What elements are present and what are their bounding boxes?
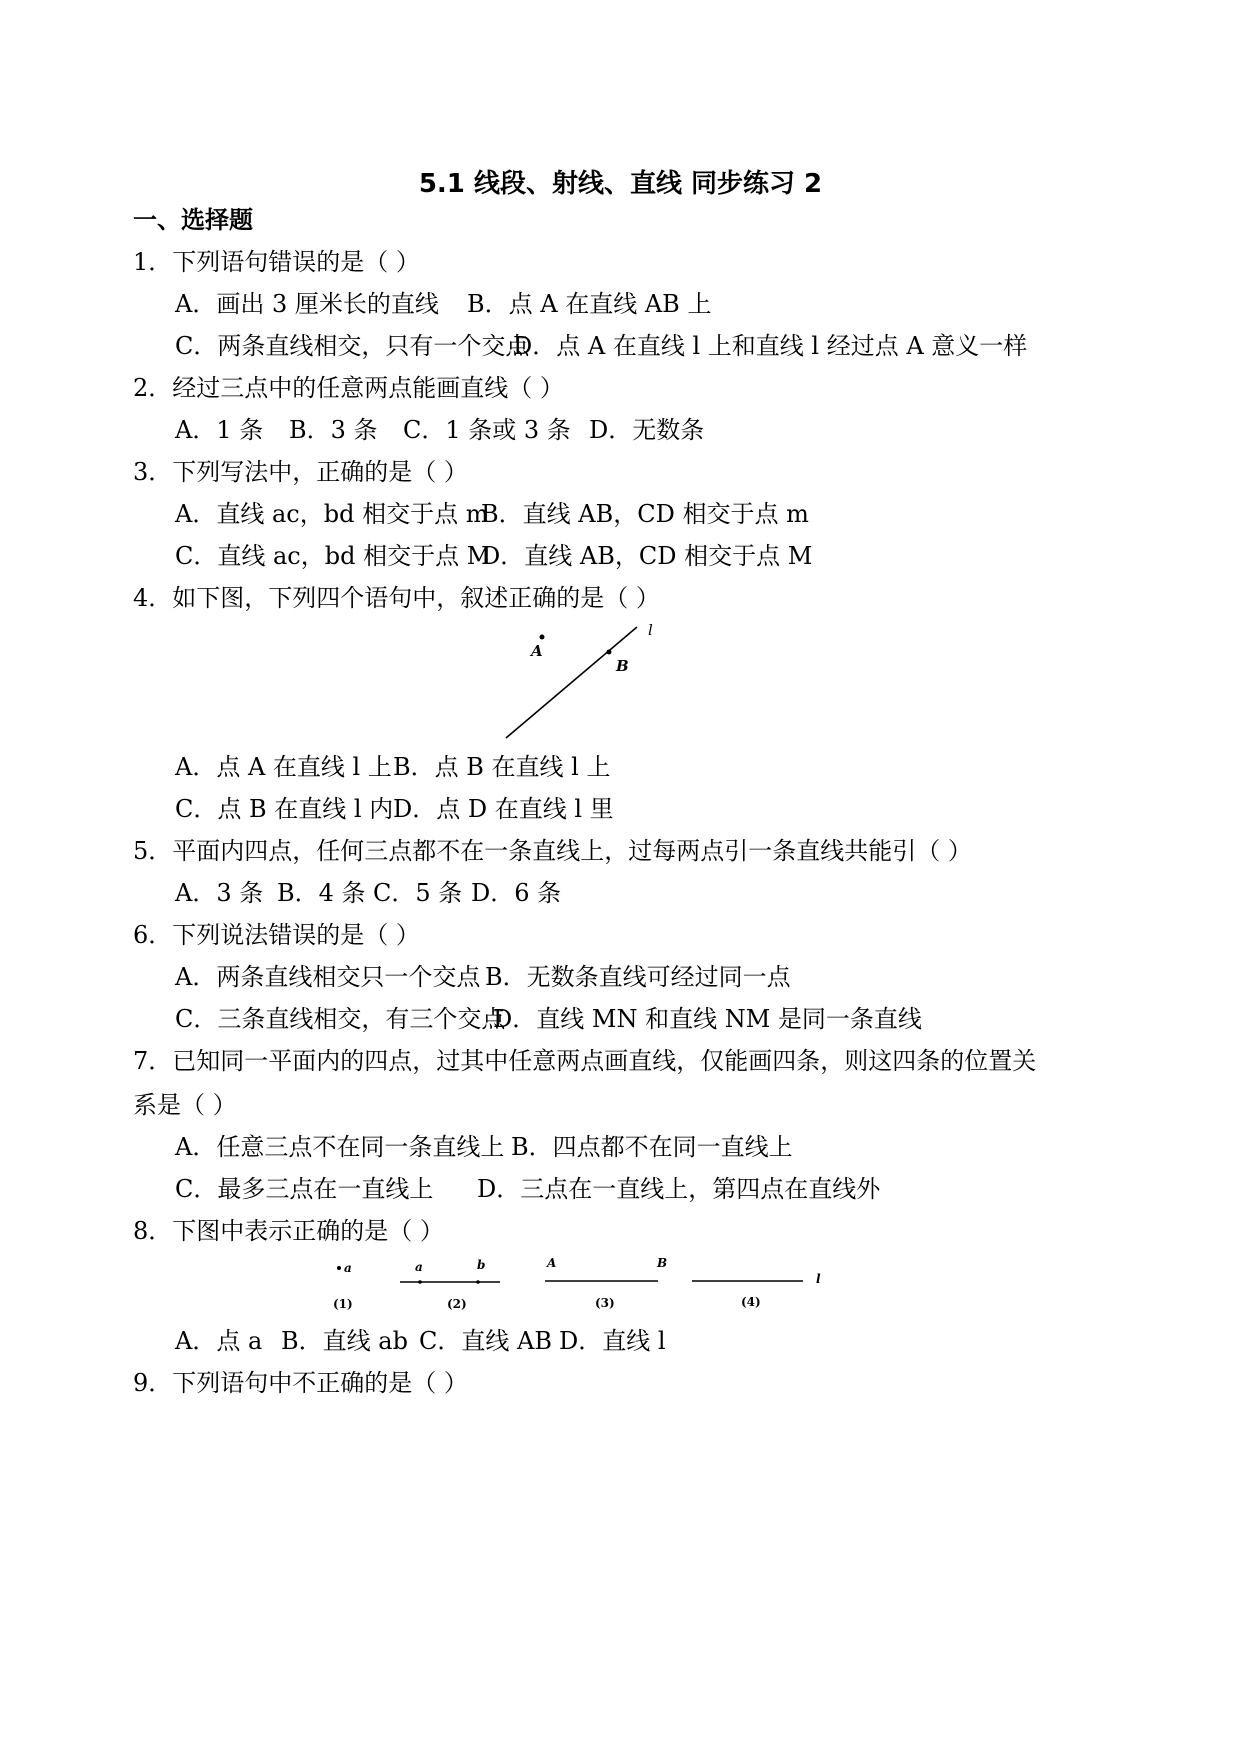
- question-8-option-b: B．直线 ab: [281, 1327, 408, 1355]
- question-3-option-a: A．直线 ac，bd 相交于点 m: [175, 500, 489, 528]
- question-1-option-d: D．点 A 在直线 l 上和直线 l 经过点 A 意义一样: [513, 332, 1028, 360]
- question-5-option-c: C．5 条: [373, 879, 463, 907]
- fig3-caption: (3): [595, 1296, 615, 1310]
- question-2-option-a: A．1 条: [175, 416, 264, 444]
- question-7-option-c: C．最多三点在一直线上: [175, 1175, 434, 1203]
- question-7-stem-line-1: 7．已知同一平面内的四点，过其中任意两点画直线，仅能画四条，则这四条的位置关: [133, 1047, 1037, 1075]
- question-7-option-b: B．四点都不在同一直线上: [511, 1133, 793, 1161]
- page-title: 5.1 线段、射线、直线 同步练习 2: [418, 169, 823, 199]
- question-8-option-a: A．点 a: [175, 1327, 263, 1355]
- fig2-point-b-label: b: [477, 1258, 486, 1272]
- question-8-option-c: C．直线 AB: [419, 1327, 552, 1355]
- question-3-option-c: C．直线 ac，bd 相交于点 M: [175, 542, 492, 570]
- point-a-label: A: [531, 642, 543, 660]
- fig3-point-a-label: A: [547, 1256, 557, 1270]
- question-5-option-a: A．3 条: [175, 879, 264, 907]
- fig2-point-a-label: a: [415, 1260, 423, 1274]
- question-6-option-a: A．两条直线相交只一个交点: [175, 963, 481, 991]
- question-2-option-b: B．3 条: [289, 416, 378, 444]
- question-5-option-d: D．6 条: [471, 879, 562, 907]
- question-2-option-d: D．无数条: [589, 416, 705, 444]
- question-5-option-b: B．4 条: [277, 879, 366, 907]
- question-3-option-b: B．直线 AB，CD 相交于点 m: [481, 500, 809, 528]
- fig1-point-label: a: [344, 1261, 352, 1275]
- question-3-option-d: D．直线 AB，CD 相交于点 M: [481, 542, 813, 570]
- question-4-option-b: B．点 B 在直线 l 上: [393, 753, 611, 781]
- question-4-option-a: A．点 A 在直线 l 上: [175, 753, 392, 781]
- question-1-option-a: A．画出 3 厘米长的直线: [175, 290, 439, 318]
- question-2-option-c: C．1 条或 3 条: [403, 416, 571, 444]
- point-a-dot: [540, 635, 545, 640]
- point-b-label: B: [616, 657, 629, 675]
- fig4-caption: (4): [741, 1295, 761, 1309]
- question-8-option-d: D．直线 l: [559, 1327, 666, 1355]
- question-1-option-c: C．两条直线相交，只有一个交点: [175, 332, 530, 360]
- question-7-option-d: D．三点在一直线上，第四点在直线外: [477, 1175, 881, 1203]
- fig2-caption: (2): [447, 1297, 467, 1311]
- section-heading: 一、选择题: [133, 206, 253, 234]
- question-6-option-b: B．无数条直线可经过同一点: [485, 963, 791, 991]
- question-4-option-d: D．点 D 在直线 l 里: [393, 795, 614, 823]
- question-7-option-a: A．任意三点不在同一条直线上: [175, 1133, 505, 1161]
- point-b-dot: [607, 650, 612, 655]
- question-4-figure: [490, 615, 680, 750]
- question-4-stem: 4．如下图，下列四个语句中，叙述正确的是（ ）: [133, 584, 660, 612]
- fig2-point-b-dot: [476, 1280, 480, 1284]
- fig1-point-dot: [337, 1266, 341, 1270]
- question-8-stem: 8．下图中表示正确的是（ ）: [133, 1217, 444, 1245]
- fig1-caption: (1): [333, 1297, 353, 1311]
- question-7-stem-line-2: 系是（ ）: [133, 1091, 237, 1119]
- question-8-figure: [325, 1250, 845, 1318]
- question-1-stem: 1．下列语句错误的是（ ）: [133, 248, 420, 276]
- question-5-stem: 5．平面内四点，任何三点都不在一条直线上，过每两点引一条直线共能引（ ）: [133, 837, 972, 865]
- question-6-stem: 6．下列说法错误的是（ ）: [133, 921, 420, 949]
- question-4-option-c: C．点 B 在直线 l 内: [175, 795, 394, 823]
- question-9-stem: 9．下列语句中不正确的是（ ）: [133, 1369, 468, 1397]
- line-l-label: l: [648, 621, 653, 639]
- question-2-stem: 2．经过三点中的任意两点能画直线（ ）: [133, 374, 564, 402]
- question-1-option-b: B．点 A 在直线 AB 上: [467, 290, 712, 318]
- fig2-point-a-dot: [418, 1280, 422, 1284]
- line-l: [506, 627, 637, 738]
- fig4-line-label: l: [816, 1272, 821, 1286]
- question-3-stem: 3．下列写法中，正确的是（ ）: [133, 458, 468, 486]
- question-6-option-d: D．直线 MN 和直线 NM 是同一条直线: [493, 1005, 922, 1033]
- fig3-point-b-label: B: [657, 1256, 668, 1270]
- question-6-option-c: C．三条直线相交，有三个交点: [175, 1005, 506, 1033]
